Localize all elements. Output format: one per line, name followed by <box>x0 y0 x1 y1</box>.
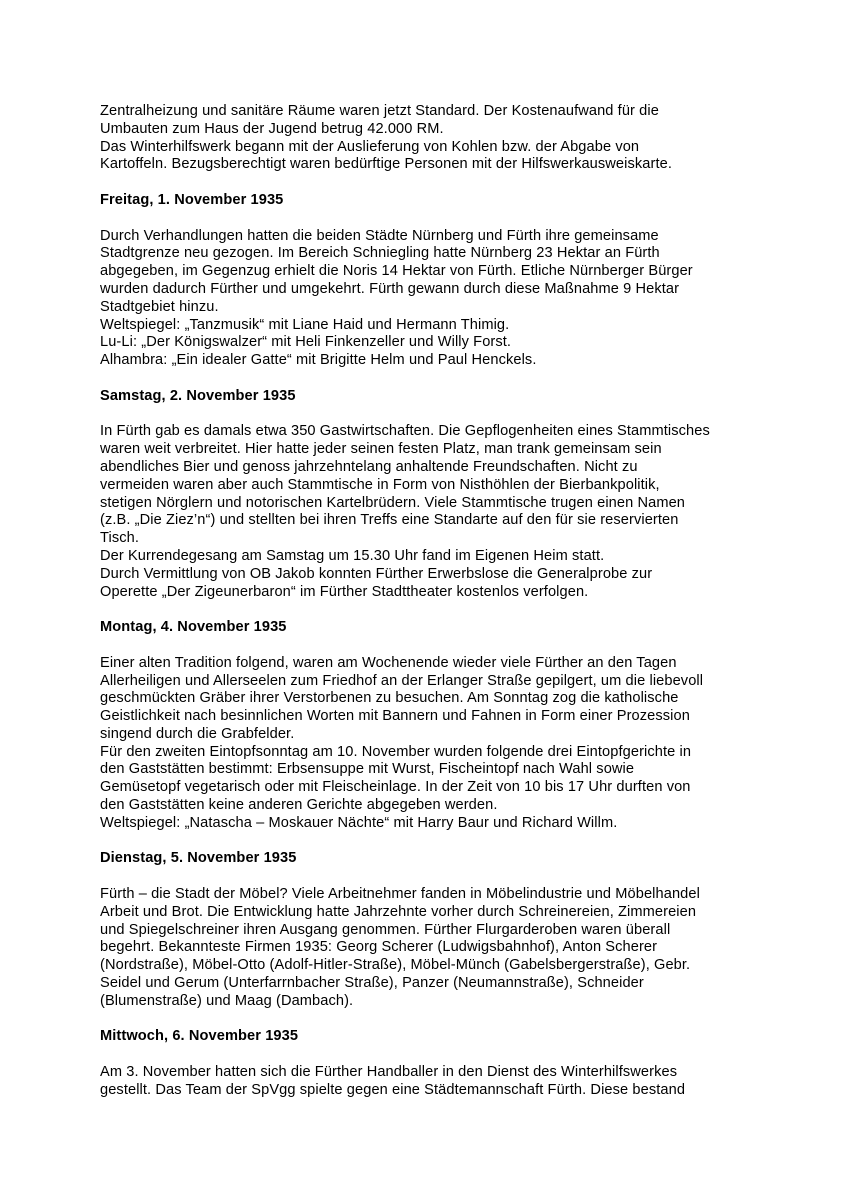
day-heading <box>100 1028 768 1046</box>
text-line: begehrt. Bekannteste Firmen 1935: Georg Scherer (Ludwigsbahnhof), Anton Scherer <box>100 939 658 956</box>
text-line: (Blumenstraße) und Maag (Dambach). <box>100 992 354 1009</box>
text-line: Der Kurrendegesang am Samstag um 15.30 Uhr fand im Eigenen Heim statt. <box>100 547 605 564</box>
text-line: wurden dadurch Fürther und umgekehrt. Fürth gewann durch diese Maßnahme 9 Hektar <box>100 280 680 297</box>
text-line: Durch Vermittlung von OB Jakob konnten Fürther Erwerbslose die Generalprobe zur <box>100 565 653 582</box>
text-line: abendliches Bier und genoss jahrzehntelang anhaltende Freundschaften. Nicht zu <box>100 458 638 475</box>
text-line: gestellt. Das Team der SpVgg spielte gegen eine Städtemannschaft Fürth. Diese bestand <box>100 1081 686 1098</box>
paragraph <box>100 103 768 174</box>
text-line: Am 3. November hatten sich die Fürther Handballer in den Dienst des Winterhilfswerkes <box>100 1064 678 1081</box>
text-line: Zentralheizung und sanitäre Räume waren jetzt Standard. Der Kostenaufwand für die <box>100 103 659 119</box>
text-line: Weltspiegel: „Tanzmusik“ mit Liane Haid und Hermann Thimig. <box>100 316 510 333</box>
text-line: waren weit verbreitet. Hier hatte jeder seinen festen Platz, man trank gemeinsam sein <box>100 441 662 458</box>
text-line: stetigen Nörglern und notorischen Kartelbrüdern. Viele Stammtische trugen einen Namen <box>100 494 686 511</box>
text-line: Kartoffeln. Bezugsberechtigt waren bedürftige Personen mit der Hilfswerkausweiskarte. <box>100 156 672 173</box>
paragraph <box>100 228 768 370</box>
day-heading <box>100 192 768 210</box>
text-line: Lu-Li: „Der Königswalzer“ mit Heli Finkenzeller und Willy Forst. <box>100 334 512 351</box>
day-heading-text: Montag, 4. November 1935 <box>100 619 287 636</box>
text-line: Operette „Der Zigeunerbaron“ im Fürther Stadttheater kostenlos verfolgen. <box>100 583 589 600</box>
text-line: Arbeit und Brot. Die Entwicklung hatte Jahrzehnte vorher durch Schreinereien, Zimmereien <box>100 903 697 920</box>
text-line: Gemüsetopf vegetarisch oder mit Fleischeinlage. In der Zeit von 10 bis 17 Uhr durften von <box>100 779 691 796</box>
text-line: den Gaststätten keine anderen Gerichte abgegeben werden. <box>100 797 498 814</box>
text-line: (z.B. „Die Ziez’n“) und stellten bei ihren Treffs eine Standarte auf den für sie reservierten <box>100 512 679 529</box>
text-line: In Fürth gab es damals etwa 350 Gastwirtschaften. Die Gepflogenheiten eines Stammtisches <box>100 423 710 440</box>
day-heading <box>100 850 768 868</box>
text-line: geschmückten Gräber ihrer Verstorbenen zu besuchen. Am Sonntag zog die katholische <box>100 690 679 707</box>
day-heading-text: Samstag, 2. November 1935 <box>100 387 296 404</box>
text-line: singend durch die Grabfelder. <box>100 725 295 742</box>
text-line: Das Winterhilfswerk begann mit der Auslieferung von Kohlen bzw. der Abgabe von <box>100 138 640 155</box>
day-heading-text: Freitag, 1. November 1935 <box>100 191 284 208</box>
day-heading-text: Mittwoch, 6. November 1935 <box>100 1028 299 1045</box>
text-line: Stadtgrenze neu gezogen. Im Bereich Schniegling hatte Nürnberg 23 Hektar an Fürth <box>100 245 660 262</box>
text-line: Geistlichkeit nach besinnlichen Worten mit Bannern und Fahnen in Form einer Prozession <box>100 708 690 725</box>
day-heading-text: Dienstag, 5. November 1935 <box>100 850 297 867</box>
paragraph <box>100 655 768 833</box>
text-line: (Nordstraße), Möbel-Otto (Adolf-Hitler-Straße), Möbel-Münch (Gabelsbergerstraße), Gebr. <box>100 957 691 974</box>
paragraph <box>100 1064 768 1100</box>
text-line: und Spiegelschreiner ihren Ausgang genommen. Fürther Flurgarderoben waren überall <box>100 921 671 938</box>
text-line: Stadtgebiet hinzu. <box>100 298 219 315</box>
text-line: den Gaststätten bestimmt: Erbsensuppe mit Wurst, Fischeintopf nach Wahl sowie <box>100 761 635 778</box>
text-line: Umbauten zum Haus der Jugend betrug 42.000 RM. <box>100 120 444 137</box>
text-line: Fürth – die Stadt der Möbel? Viele Arbeitnehmer fanden in Möbelindustrie und Möbelhandel <box>100 886 700 903</box>
paragraph <box>100 423 768 601</box>
day-heading <box>100 388 768 406</box>
text-line: Durch Verhandlungen hatten die beiden Städte Nürnberg und Fürth ihre gemeinsame <box>100 227 659 244</box>
text-line: vermeiden waren aber auch Stammtische in Form von Nisthöhlen der Bierbankpolitik, <box>100 476 660 493</box>
text-line: Allerheiligen und Allerseelen zum Friedhof an der Erlanger Straße gepilgert, um die liebevoll <box>100 672 704 689</box>
text-line: Alhambra: „Ein idealer Gatte“ mit Brigitte Helm und Paul Henckels. <box>100 352 537 369</box>
day-heading <box>100 619 768 637</box>
text-line: Einer alten Tradition folgend, waren am Wochenende wieder viele Fürther an den Tagen <box>100 654 677 671</box>
text-line: Seidel und Gerum (Unterfarrnbacher Straße), Panzer (Neumannstraße), Schneider <box>100 975 644 992</box>
text-line: Für den zweiten Eintopfsonntag am 10. November wurden folgende drei Eintopfgerichte in <box>100 743 692 760</box>
text-line: abgegeben, im Gegenzug erhielt die Noris 14 Hektar von Fürth. Etliche Nürnberger Bürger <box>100 263 693 280</box>
text-line: Tisch. <box>100 530 139 547</box>
paragraph <box>100 886 768 1011</box>
text-line: Weltspiegel: „Natascha – Moskauer Nächte“ mit Harry Baur und Richard Willm. <box>100 814 618 831</box>
